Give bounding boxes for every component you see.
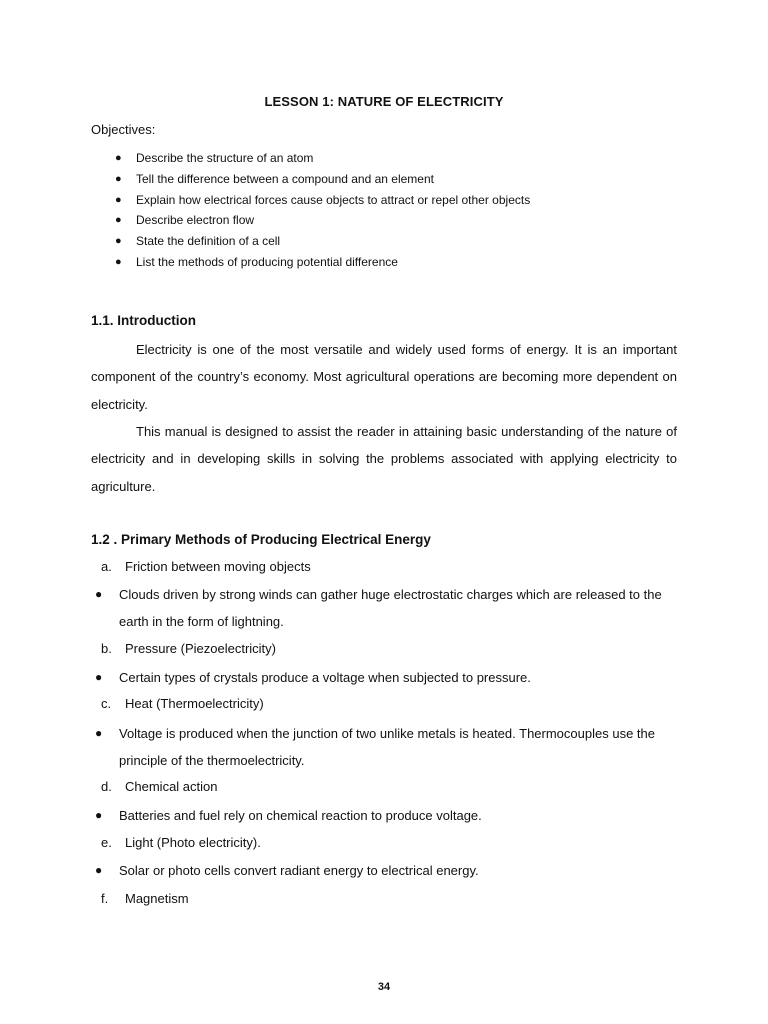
objective-item: ● State the definition of a cell [0, 231, 530, 252]
document-page: LESSON 1: NATURE OF ELECTRICITY Objectives: ● Describe the structure of an atom ● Tell the difference between a compound and an element ● Explain how electrical forces cause objects to attract or repel other objects ● Describe electron flow ● State the definition of a cell ● List the methods of producing potential difference 1.1. Introduction Electricity is one of the most versatile and widely used forms of energy. It is an important component of the country’s economy. Most agricultural operations are becoming more dependent on electricity. This manual is designed to assist the reader in attaining basic understanding of the nature of electricity and in developing skills in solving the problems associated with applying electricity to agriculture. 1.2 . Primary Methods of Producing Electrical Energy a. Friction between moving objects ● Clouds driven by strong winds can gather huge electrostatic charges which are released to the earth in the form of lightning. b. Pressure (Piezoelectricity) ● Certain types of crystals produce a voltage when subjected to pressure. c. Heat (Thermoelectricity) ● Voltage is produced when the junction of two unlike metals is heated. Thermocouples use the principle of the thermoelectricity. d. Chemical action ● Batteries and fuel rely on chemical reaction to produce voltage. e. Light (Photo electricity). ● Solar or photo cells convert radiant energy to electrical energy. f. Magnetism 34 [0, 0, 768, 1024]
bullet-icon: ● [115, 172, 122, 185]
bullet-icon: ● [115, 152, 122, 164]
objective-item: ● Describe the structure of an atom [0, 148, 530, 169]
bullet-icon: ● [115, 214, 122, 227]
method-detail-c: ● Voltage is produced when the junction of two unlike metals is heated. Thermocouples use the principle of the thermoelectricity. [91, 720, 677, 774]
bullet-icon: ● [95, 808, 103, 822]
objectives-heading: Objectives: [91, 122, 156, 137]
method-detail-e: ● Solar or photo cells convert radiant energy to electrical energy. [91, 857, 677, 884]
method-detail-a: ● Clouds driven by strong winds can gather huge electrostatic charges which are released to the earth in the form of lightning. [91, 581, 677, 635]
lesson-title: LESSON 1: NATURE OF ELECTRICITY [264, 94, 504, 109]
bullet-icon: ● [115, 235, 122, 248]
objective-item: ● Tell the difference between a compound and an element [0, 169, 530, 190]
intro-paragraph-2: This manual is designed to assist the reader in attaining basic understanding of the nature of electricity and in developing skills in solving the problems associated with applying electricity to agriculture. [91, 424, 677, 494]
method-detail-b: ● Certain types of crystals produce a voltage when subjected to pressure. [91, 664, 677, 691]
introduction-heading: 1.1. Introduction [91, 313, 197, 328]
bullet-icon: ● [95, 863, 103, 877]
bullet-icon: ● [115, 193, 122, 206]
intro-paragraph-1: Electricity is one of the most versatile and widely used forms of energy. It is an important component of the country’s economy. Most agricultural operations are becoming more dependent on electricity. [91, 342, 677, 412]
bullet-icon: ● [95, 670, 103, 684]
page-number: 34 [377, 981, 391, 993]
bullet-icon: ● [115, 255, 122, 268]
bullet-icon: ● [95, 587, 103, 601]
bullet-icon: ● [95, 726, 103, 740]
objective-item: ● Explain how electrical forces cause objects to attract or repel other objects [0, 190, 530, 211]
objective-item: ● Describe electron flow [0, 210, 530, 231]
method-detail-d: ● Batteries and fuel rely on chemical reaction to produce voltage. [91, 802, 677, 829]
methods-heading: 1.2 . Primary Methods of Producing Electrical Energy [91, 532, 431, 547]
objective-item: ● List the methods of producing potential difference [0, 252, 530, 273]
objectives-list [0, 148, 530, 273]
